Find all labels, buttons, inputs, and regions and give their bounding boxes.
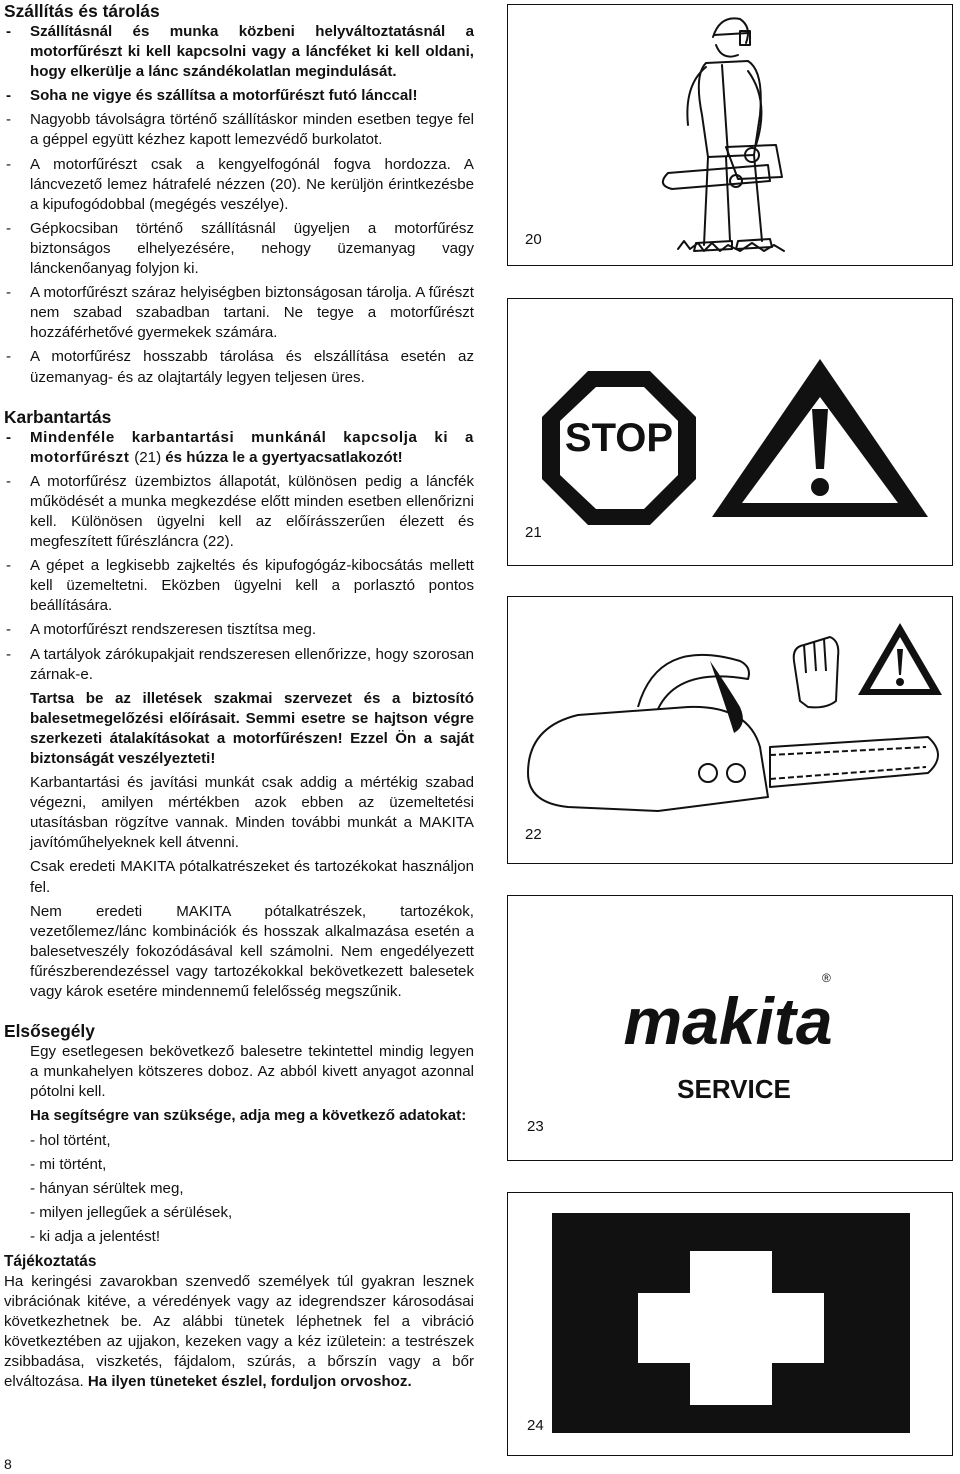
firstaid-paragraph: Egy esetlegesen bekövetkező balesetre tekintettel mindig legyen a munkahelyen kötszeres doboz. Az abból kivett anyagot azonnal pótolni kell. (30, 1043, 474, 1101)
transport-item-3: - Nagyobb távolságra történő szállításkor minden esetben tegye fel a géppel együtt kézhez kapott lemezvédő burkolatot. (4, 110, 474, 150)
makita-service-illustration (508, 896, 951, 1159)
firstaid-list-item-1: - hol történt, (30, 1131, 111, 1149)
maintenance-item-2: - A motorfűrész üzembiztos állapotát, különösen pedig a láncfék működését a munka megkezdése előtt minden esetben ellenőrizni kell. Különösen ügyelni kell az előírásszerűen élezett és megfeszített fűrészláncra (22). (4, 472, 474, 552)
maintenance-bold-paragraph: Tartsa be az illetések szakmai szervezet és a biztosító balesetmegelőzési előírásait. Semmi esetre se hajtson végre szerkezeti átalakításokat a motorfűrészen! Ezzel Ön a saját biztonságát veszélyezteti! (30, 689, 474, 767)
chainsaw-inspection-illustration (508, 597, 951, 862)
maintenance-item-1 (4, 428, 474, 468)
text-column (4, 0, 474, 1397)
section-title-info: Tájékoztatás (4, 1252, 97, 1270)
maintenance-item-5: - A tartályok zárókupakjait rendszeresen ellenőrizze, hogy szorosan zárnak-e. (4, 645, 474, 685)
maintenance-item-1-a: Mindenféle karbantartási munkánál kapcsolja ki a motorfűrészt (30, 428, 474, 466)
figure-24-label: 24 (527, 1417, 544, 1434)
first-aid-cross-icon (552, 1213, 910, 1433)
transport-item-4: - A motorfűrészt csak a kengyelfogónál fogva hordozza. A láncvezető lemez hátrafelé nézzen (20). Ne kerüljön érintkezésbe a kipufogódobbal (megégés veszélye). (4, 155, 474, 215)
figure-21-label: 21 (525, 524, 542, 541)
figure-20-label: 20 (525, 231, 542, 248)
firstaid-list-item-2: - mi történt, (30, 1155, 107, 1173)
section-title-transport: Szállítás és tárolás (4, 1, 160, 21)
makita-logo-text: makita (623, 984, 833, 1058)
firstaid-list-item-4: - milyen jellegűek a sérülések, (30, 1203, 233, 1221)
figure-22-label: 22 (525, 826, 542, 843)
figure-21 (507, 298, 953, 566)
registered-mark: ® (822, 971, 831, 985)
first-aid-kit-illustration (508, 1193, 951, 1454)
firstaid-bold-paragraph: Ha segítségre van szüksége, adja meg a következő adatokat: (30, 1107, 467, 1125)
firstaid-list-item-5: - ki adja a jelentést! (30, 1227, 161, 1245)
person-carrying-chainsaw-illustration (508, 5, 951, 264)
maintenance-item-1-c: és húzza le a gyertyacsatlakozót! (161, 448, 403, 466)
section-title-firstaid: Elsősegély (4, 1021, 95, 1042)
maintenance-item-3: - A gépet a legkisebb zajkeltés és kipufogógáz-kibocsátás mellett kell üzemeltetni. Eközben ügyelni kell a porlasztó pontos beállítására. (4, 556, 474, 616)
makita-logo (623, 971, 832, 1058)
info-paragraph (4, 1272, 474, 1393)
service-text: SERVICE (677, 1074, 791, 1104)
maintenance-paragraph-3: Nem eredeti MAKITA pótalkatrészek, tartozékok, vezetőlemez/lánc kombinációk és hosszak alkalmazása esetén a balesetveszély fokozódásával kell számolni. Nem engedélyezett fűrészberendezéssel vagy tartozékokkal bekövetkezett balesetek vagy károk esetére mindennemű felelősség megszűnik. (30, 902, 474, 1001)
transport-item-6: - A motorfűrészt száraz helyiségben biztonságosan tárolja. A fűrészt nem szabad szabadban tartani. Ne tegye a motorfűrészt hozzáférhetővé gyermekek számára. (4, 283, 474, 343)
info-paragraph-bold: Ha ilyen tüneteket észlel, forduljon orvoshoz. (87, 1373, 412, 1391)
stop-and-warning-illustration (508, 299, 951, 564)
maintenance-item-1-ref: (21) (134, 448, 162, 466)
figure-24 (507, 1192, 953, 1456)
figure-23-label: 23 (527, 1118, 544, 1135)
transport-item-5: - Gépkocsiban történő szállításnál ügyeljen a motorfűrész biztonságos elhelyezésére, nehogy üzemanyag vagy lánckenőanyag folyjon ki. (4, 219, 474, 279)
transport-item-7: - A motorfűrész hosszabb tárolása és elszállítása esetén az üzemanyag- és az olajtartály legyen teljesen üres. (4, 347, 474, 387)
figure-23 (507, 895, 953, 1161)
maintenance-paragraph-1: Karbantartási és javítási munkát csak addig a mértékig szabad végezni, amilyen mértékben azok ebben az üzemeltetési utasításban rögzítve vannak. Minden további munkát a MAKITA javítóműhelyeknek kell átvenni. (30, 774, 474, 852)
page-number: 8 (4, 1456, 12, 1472)
section-title-maintenance: Karbantartás (4, 406, 112, 427)
maintenance-item-4: - A motorfűrészt rendszeresen tisztítsa meg. (4, 620, 474, 640)
figure-20 (507, 4, 953, 266)
figure-22 (507, 596, 953, 864)
info-paragraph-text: Ha keringési zavarokban szenvedő személyek túl gyakran lesznek vibrációnak kitéve, a véredények vagy az idegrendszer károsodásai következhetnek be. Az alábbi tünetek léphetnek fel a vibráció következtében az ujjakon, kezeken vagy a kéz izületein: a testrészek zsibbadása, viszketés, fájdalom, szúrás, a bőrszín vagy a bőr elváltozása. (4, 1272, 474, 1391)
transport-item-1: - Szállításnál és munka közbeni helyváltoztatásnál a motorfűrészt ki kell kapcsolni vagy a láncféket ki kell oldani, hogy elkerülje a lánc szándékolatlan megindulását. (4, 22, 474, 82)
stop-sign-text: STOP (564, 416, 674, 460)
firstaid-list-item-3: - hányan sérültek meg, (30, 1179, 184, 1197)
maintenance-paragraph-2: Csak eredeti MAKITA pótalkatrészeket és tartozékokat használjon fel. (30, 858, 474, 896)
transport-item-2: - Soha ne vigye és szállítsa a motorfűrészt futó lánccal! (4, 86, 474, 106)
